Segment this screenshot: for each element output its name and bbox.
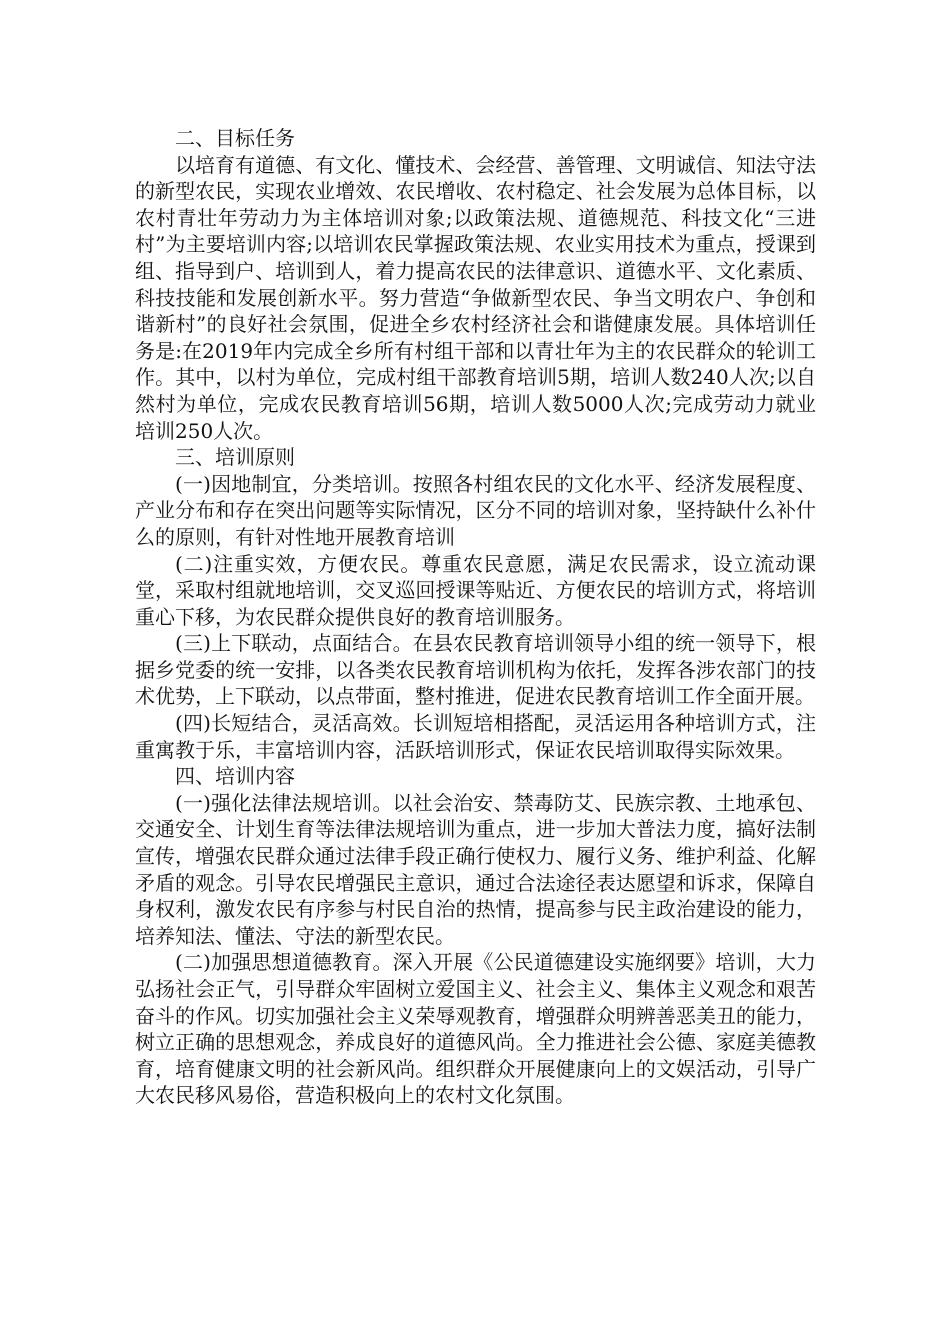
section-heading-content: 四、培训内容 (175, 764, 295, 789)
paragraph-goals-1: 以培育有道德、有文化、懂技术、会经营、善管理、文明诚信、知法守法的新型农民，实现农业增效、农民增收、农村稳定、社会发展为总体目标，以农村青壮年劳动力为主体培训对象;以政策法规、道德规范、科技文化“三进村”为主要培训内容;以培训农民掌握政策法规、农业实用技术为重点，授课到组、指导到户、培训到人，着力提高农民的法律意识、道德水平、文化素质、科技技能和发展创新水平。努力营造“争做新型农民、争当文明农户、争创和谐新村”的良好社会氛围，促进全乡农村经济社会和谐健康发展。具体培训任务是:在2019年内完成全乡所有村组干部和以青壮年为主的农民群众的轮训工作。其中，以村为单位，完成村组干部教育培训5期，培训人数240人次;以自然村为单位，完成农民教育培训56期，培训人数5000人次;完成劳动力就业培训250人次。 (135, 152, 816, 443)
paragraph-principle-2: (二)注重实效，方便农民。尊重农民意愿，满足农民需求，设立流动课堂，采取村组就地培训，交叉巡回授课等贴近、方便农民的培训方式，将培训重心下移，为农民群众提供良好的教育培训服务。 (135, 551, 816, 629)
paragraph-principle-3: (三)上下联动，点面结合。在县农民教育培训领导小组的统一领导下，根据乡党委的统一安排，以各类农民教育培训机构为依托，发挥各涉农部门的技术优势，上下联动，以点带面，整村推进，促进农民教育培训工作全面开展。 (135, 631, 816, 709)
paragraph-principle-4: (四)长短结合，灵活高效。长训短培相搭配，灵活运用各种培训方式，注重寓教于乐，丰富培训内容，活跃培训形式，保证农民培训取得实际效果。 (135, 711, 816, 762)
paragraph-content-1: (一)强化法律法规培训。以社会治安、禁毒防艾、民族宗教、土地承包、交通安全、计划生育等法律法规培训为重点，进一步加大普法力度，搞好法制宣传，增强农民群众通过法律手段正确行使权力、履行义务、维护利益、化解矛盾的观念。引导农民增强民主意识，通过合法途径表达愿望和诉求，保障自身权利，激发农民有序参与村民自治的热情，提高参与民主政治建设的能力，培养知法、懂法、守法的新型农民。 (135, 790, 816, 948)
paragraph-content-2: (二)加强思想道德教育。深入开展《公民道德建设实施纲要》培训，大力弘扬社会正气，引导群众牢固树立爱国主义、社会主义、集体主义观念和艰苦奋斗的作风。切实加强社会主义荣辱观教育，增强群众明辨善恶美丑的能力，树立正确的思想观念，养成良好的道德风尚。全力推进社会公德、家庭美德教育，培育健康文明的社会新风尚。组织群众开展健康向上的文娱活动，引导广大农民移风易俗，营造积极向上的农村文化氛围。 (135, 950, 816, 1108)
section-heading-principles: 三、培训原则 (175, 445, 295, 470)
document-body (135, 125, 816, 1109)
section-heading-goals: 二、目标任务 (175, 126, 295, 150)
paragraph-principle-1: (一)因地制宜，分类培训。按照各村组农民的文化水平、经济发展程度、产业分布和存在突出问题等实际情况，区分不同的培训对象，坚持缺什么补什么的原则，有针对性地开展教育培训 (135, 471, 816, 549)
